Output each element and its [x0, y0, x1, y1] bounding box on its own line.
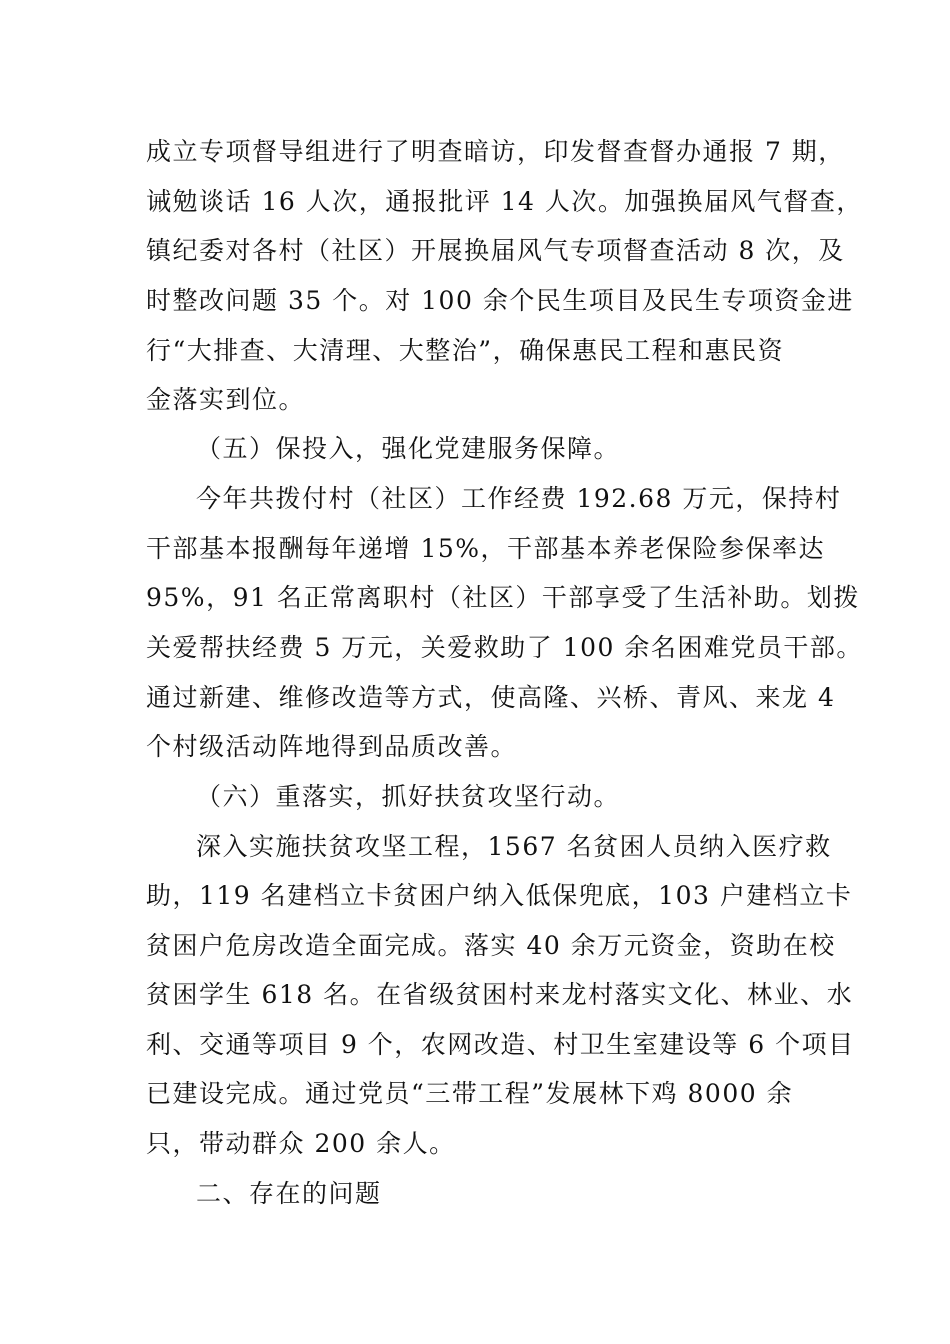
text-line-21: 只，带动群众 200 余人。 [146, 1129, 456, 1158]
text-line-8: 今年共拨付村（社区）工作经费 192.68 万元，保持村 [196, 484, 842, 513]
text-line-6: 金落实到位。 [146, 385, 306, 414]
text-line-17: 贫困户危房改造全面完成。落实 40 余万元资金，资助在校 [146, 931, 836, 960]
text-line-13: 个村级活动阵地得到品质改善。 [146, 732, 518, 761]
text-line-11: 关爱帮扶经费 5 万元，关爱救助了 100 余名困难党员干部。 [146, 633, 863, 662]
text-line-20: 已建设完成。通过党员“三带工程”发展林下鸡 8000 余 [146, 1079, 794, 1108]
text-line-5: 行“大排查、大清理、大整治”，确保惠民工程和惠民资 [146, 336, 785, 365]
section-heading-5: （五）保投入，强化党建服务保障。 [196, 434, 621, 463]
text-line-16: 助，119 名建档立卡贫困户纳入低保兜底，103 户建档立卡 [146, 881, 853, 910]
text-line-1: 成立专项督导组进行了明查暗访，印发督查督办通报 7 期， [146, 137, 845, 166]
text-line-2: 诫勉谈话 16 人次，通报批评 14 人次。加强换届风气督查， [146, 187, 863, 216]
text-line-18: 贫困学生 618 名。在省级贫困村来龙村落实文化、林业、水 [146, 980, 854, 1009]
text-line-9: 干部基本报酬每年递增 15%，干部基本养老保险参保率达 [146, 534, 826, 563]
section-heading-6: （六）重落实，抓好扶贫攻坚行动。 [196, 782, 621, 811]
text-line-10: 95%，91 名正常离职村（社区）干部享受了生活补助。划拨 [146, 583, 860, 612]
text-line-3: 镇纪委对各村（社区）开展换届风气专项督查活动 8 次，及 [146, 236, 845, 265]
section-heading-2: 二、存在的问题 [196, 1179, 382, 1208]
text-line-4: 时整改问题 35 个。对 100 余个民生项目及民生专项资金进 [146, 286, 854, 315]
text-line-19: 利、交通等项目 9 个，农网改造、村卫生室建设等 6 个项目 [146, 1030, 855, 1059]
text-line-12: 通过新建、维修改造等方式，使高隆、兴桥、青风、来龙 4 [146, 683, 836, 712]
text-line-15: 深入实施扶贫攻坚工程，1567 名贫困人员纳入医疗救 [196, 832, 832, 861]
